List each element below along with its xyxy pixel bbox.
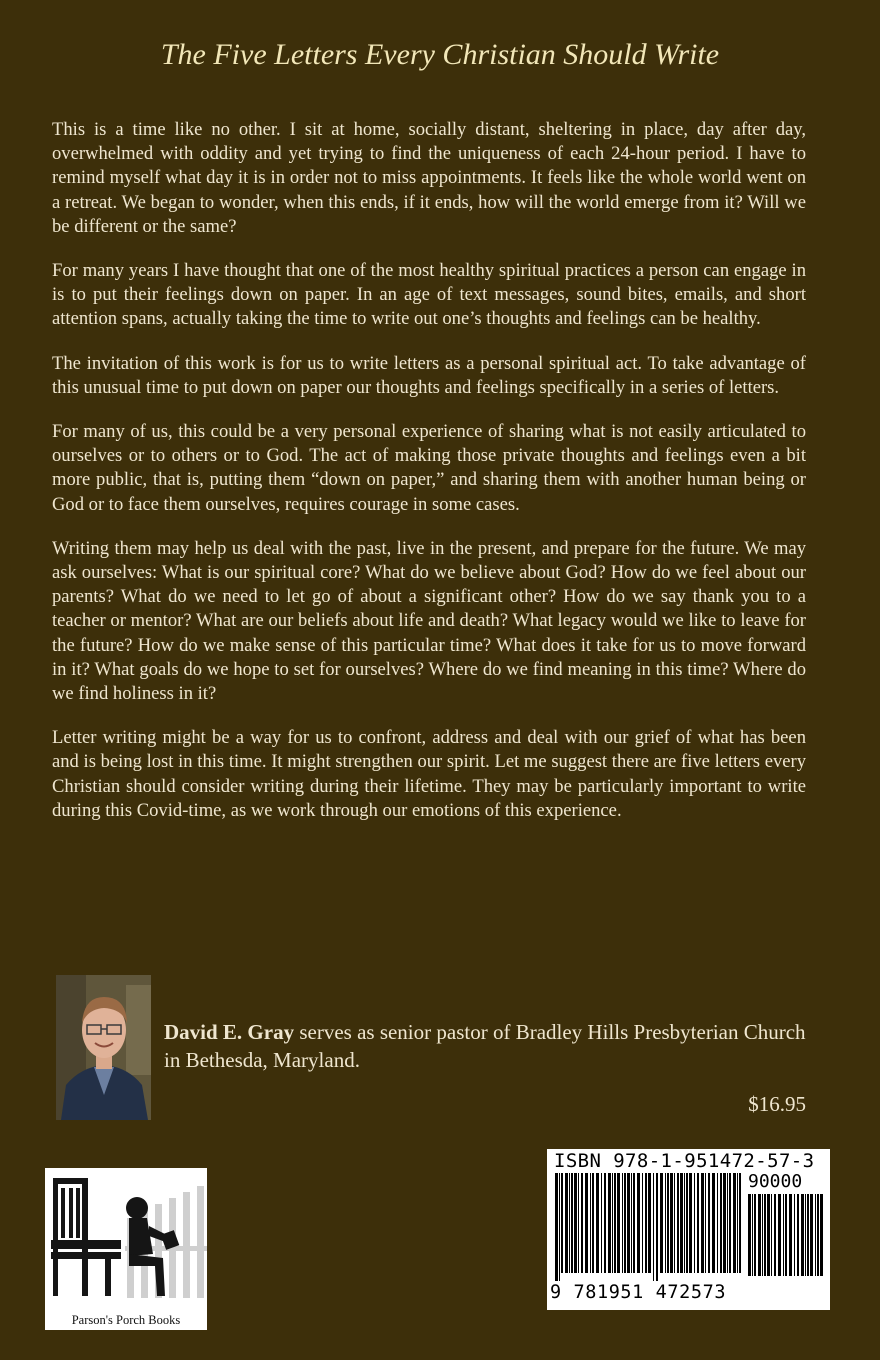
reader-on-bench-icon [45, 1168, 207, 1313]
author-bio [164, 1018, 814, 1074]
blurb-paragraph-4: For many of us, this could be a very personal experience of sharing what is not easily articulated to ourselves or to others or to God. The act of making those private thoughts and feelings even a bit more public, that is, putting them “down on paper,” and sharing them with another human being or God or to face them ourselves, requires courage in some cases. [52, 421, 806, 515]
barcode-addon-bars [748, 1194, 824, 1276]
barcode-bars [555, 1173, 741, 1283]
isbn-barcode [547, 1149, 830, 1310]
blurb-paragraph-3: The invitation of this work is for us to write letters as a personal spiritual act. To take advantage of this unusual time to put down on paper our thoughts and feelings specifically in a series of letters. [52, 352, 806, 398]
barcode-digits: 9 781951 472573 [550, 1282, 727, 1303]
blurb-paragraph-5: Writing them may help us deal with the past, live in the present, and prepare for the future. We may ask ourselves: What is our spiritual core? What do we believe about God? How do we feel about our parents? What do we need to let go of about a significant other? How do we say thank you to a teacher or mentor? What are our beliefs about life and death? What legacy would we like to leave for the future? How do we make sense of this particular time? What does it take for us to move forward in it? What goals do we hope to set for ourselves? Where do we find meaning in this time? Where do we find holiness in it? [52, 537, 806, 705]
isbn-label: ISBN 978-1-951472-57-3 [554, 1150, 815, 1172]
book-title: The Five Letters Every Christian Should Write [160, 38, 720, 71]
price: $16.95 [748, 1092, 806, 1116]
blurb-paragraph-6: Letter writing might be a way for us to confront, address and deal with our grief of what has been and is being lost in this time. It might strengthen our spirit. Let me suggest there are five letters every Christian should consider writing during their lifetime. They may be particularly important to write during this Covid-time, as we work through our emotions of this experience. [52, 727, 806, 821]
blurb-paragraph-2: For many years I have thought that one of the most healthy spiritual practices a person can engage in is to put their feelings down on paper. In an age of text messages, sound bites, emails, and short attention spans, actually taking the time to write out one’s thoughts and feelings can be healthy. [52, 260, 806, 330]
publisher-name: Parson's Porch Books [71, 1313, 181, 1327]
blurb-paragraph-1: This is a time like no other. I sit at home, socially distant, sheltering in place, day after day, overwhelmed with oddity and yet trying to find the uniqueness of each 24-hour period. I have to remind myself what day it is in order not to miss appointments. It feels like the whole world went on a retreat. We began to wonder, when this ends, if it ends, how will the world emerge from it? Will we be different or the same? [52, 119, 806, 237]
blurb-text [52, 118, 806, 843]
barcode-addon-number: 90000 [748, 1171, 803, 1192]
author-photo [56, 975, 151, 1120]
publisher-logo [45, 1168, 207, 1330]
author-name: David E. Gray [164, 1020, 295, 1044]
author-description: serves as senior pastor of Bradley Hills Presbyterian Church in Bethesda, Maryland. [164, 1020, 806, 1072]
